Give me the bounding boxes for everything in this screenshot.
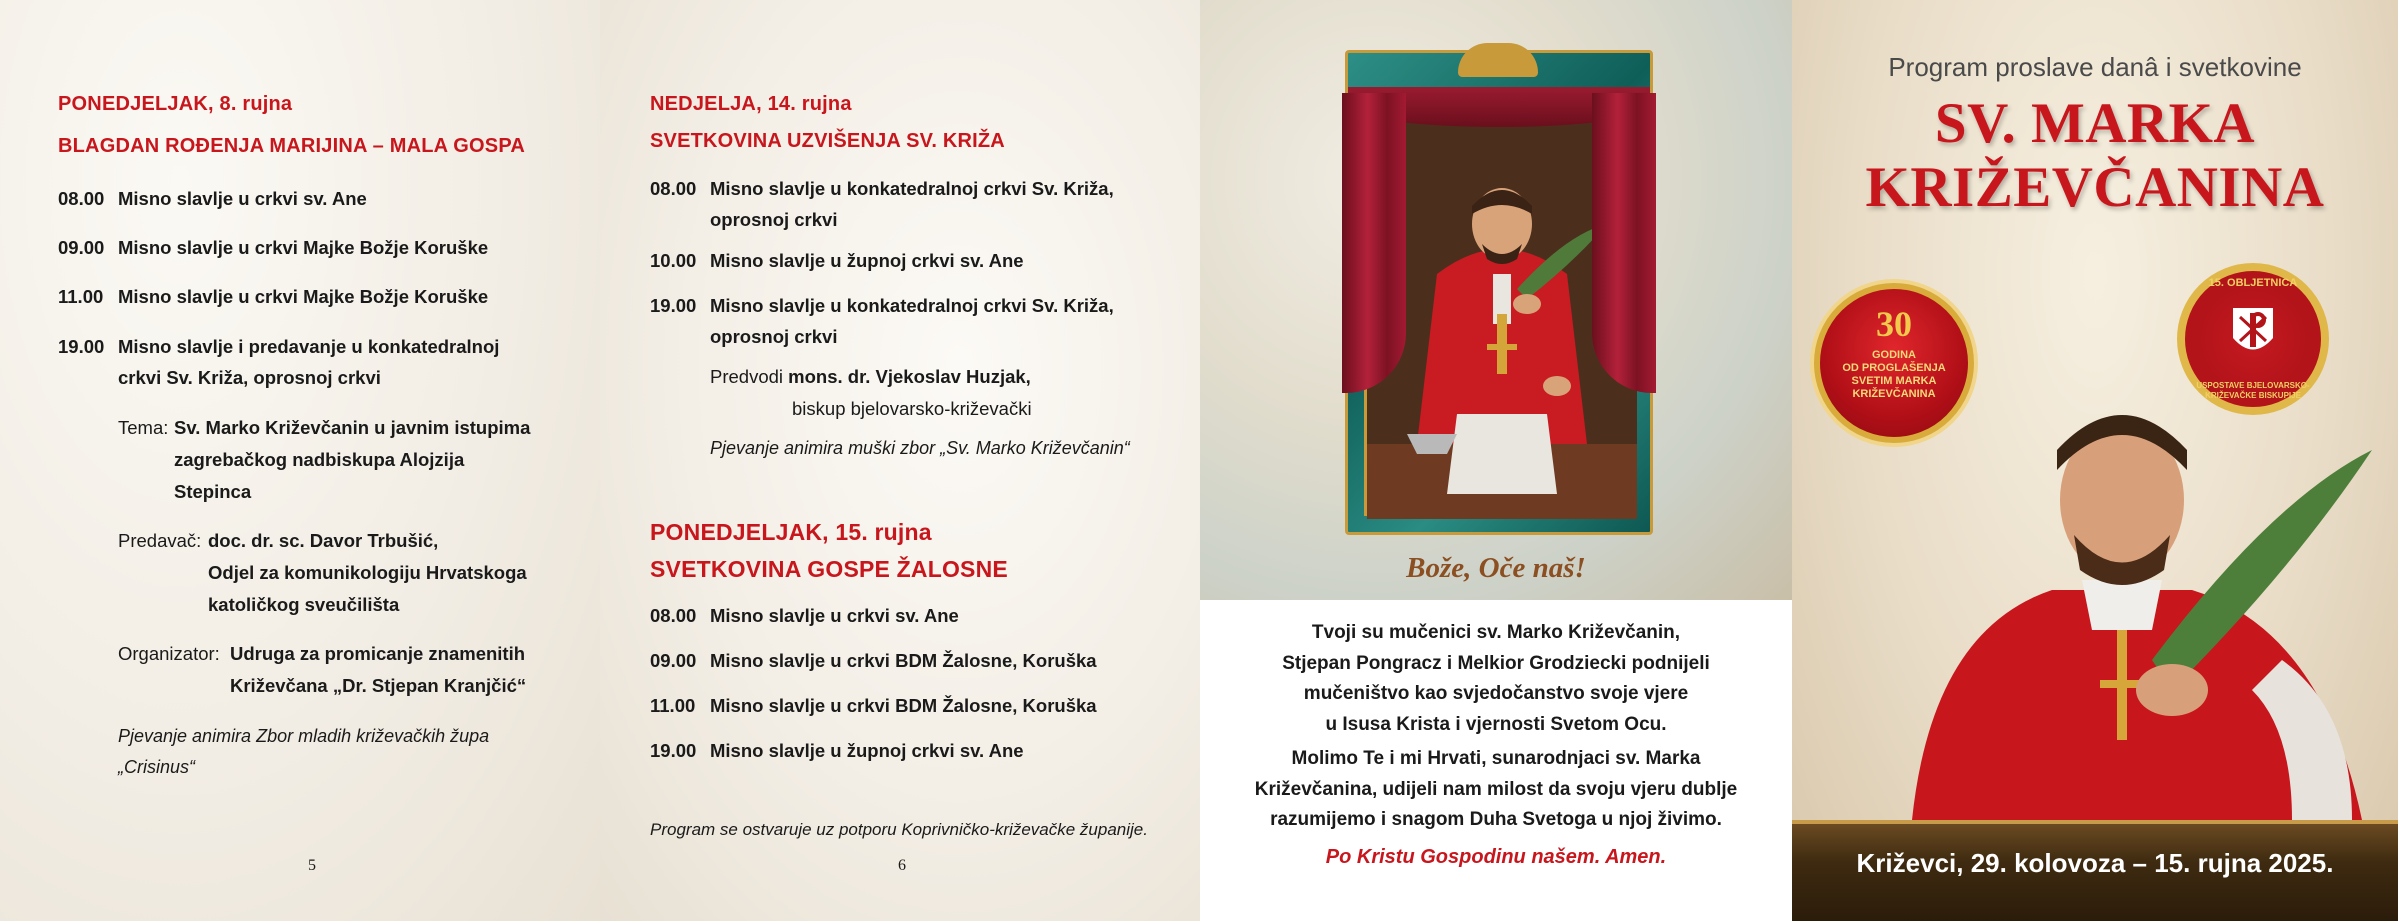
- time: 09.00: [58, 237, 105, 258]
- medal-anniversary: 15. OBLJETNICA: [2208, 277, 2298, 289]
- organizer-line: Križevčana „Dr. Stjepan Kranjčić“: [230, 675, 527, 696]
- organizer-block: [118, 638, 588, 702]
- description: Misno slavlje u župnoj crkvi sv. Ane: [710, 740, 1024, 761]
- description: [710, 173, 1190, 235]
- lecturer-block: [118, 525, 588, 621]
- lecturer-line: katoličkog sveučilišta: [208, 594, 400, 615]
- medal-text-line: KRIŽEVČANINA: [1852, 388, 1936, 400]
- time: 10.00: [650, 250, 697, 271]
- cover-panel: [1792, 0, 2398, 921]
- presider-label: Predvodi: [710, 366, 784, 387]
- schedule-row: [650, 735, 1190, 766]
- description-line: oprosnoj crkvi: [710, 209, 838, 230]
- schedule-row: [58, 232, 588, 263]
- medal-text: USPOSTAVE BJELOVARSKO-KRIŽEVAČKE BISKUPIJE: [2196, 381, 2310, 400]
- description: Misno slavlje u crkvi Majke Božje Koruške: [118, 286, 489, 307]
- prayer-paragraph: [1240, 744, 1752, 836]
- prayer-line: mučeništvo kao svjedočanstvo svoje vjere: [1303, 683, 1689, 704]
- description: [118, 331, 588, 393]
- feast-heading: SVETKOVINA UZVIŠENJA SV. KRIŽA: [650, 130, 1005, 152]
- prayer-text: [1240, 618, 1752, 836]
- chi-rho-emblem-icon: [2228, 303, 2278, 363]
- prayer-line: Tvoji su mučenici sv. Marko Križevčanin,: [1311, 622, 1681, 643]
- time: 19.00: [58, 336, 105, 357]
- schedule-row: [58, 281, 588, 312]
- prayer-line: Stjepan Pongracz i Melkior Grodziecki podnijeli: [1282, 652, 1710, 674]
- prayer-line: razumijemo i snagom Duha Svetoga u njoj živimo.: [1270, 809, 1722, 830]
- schedule-row: [650, 690, 1190, 721]
- time: 08.00: [650, 605, 697, 626]
- schedule-row: [650, 645, 1190, 676]
- prayer-line: Molimo Te i mi Hrvati, sunarodnjaci sv. Marka: [1291, 748, 1701, 769]
- time: 08.00: [58, 188, 105, 209]
- choir-note-line: Pjevanje animira Zbor mladih križevačkih župa: [118, 726, 490, 746]
- medal-text-line: GODINA: [1872, 349, 1916, 361]
- page-5-panel: [0, 0, 600, 921]
- topic-line: Stepinca: [174, 481, 252, 502]
- time: 11.00: [650, 695, 696, 716]
- framed-painting: [1345, 50, 1653, 535]
- presider-name: mons. dr. Vjekoslav Huzjak,: [788, 366, 1031, 387]
- lecturer-line: doc. dr. sc. Davor Trbušić,: [208, 530, 439, 551]
- time: 09.00: [650, 650, 697, 671]
- topic-label: Tema:: [118, 417, 169, 438]
- topic-line: zagrebačkog nadbiskupa Alojzija: [174, 449, 465, 470]
- page-6-panel: [600, 0, 1200, 921]
- time: 19.00: [650, 740, 697, 761]
- choir-note: Pjevanje animira muški zbor „Sv. Marko Križevčanin“: [710, 438, 1130, 458]
- prayer-paragraph: [1240, 618, 1752, 740]
- prayer-line: Križevčanina, udijeli nam milost da svoju vjeru dublje: [1254, 778, 1738, 800]
- description-line: Misno slavlje u konkatedralnoj crkvi Sv. Križa,: [710, 295, 1114, 316]
- cover-title-line: SV. MARKA: [1934, 92, 2256, 155]
- cover-title: [1792, 92, 2398, 220]
- lecturer-label: Predavač:: [118, 530, 202, 551]
- medal-text: [1826, 349, 1962, 401]
- cover-subtitle: Program proslave danâ i svetkovine: [1888, 52, 2302, 82]
- medal-number: 30: [1876, 304, 1912, 344]
- description-line: Misno slavlje i predavanje u konkatedralnoj: [118, 336, 500, 357]
- event-dates: Križevci, 29. kolovoza – 15. rujna 2025.: [1856, 848, 2334, 878]
- right-curtain: [1592, 93, 1656, 393]
- presider-title: biskup bjelovarsko-križevački: [792, 398, 1032, 419]
- schedule-row: [650, 600, 1190, 631]
- prayer-line: u Isusa Krista i vjernosti Svetom Ocu.: [1325, 713, 1667, 735]
- description-line: crkvi Sv. Križa, oprosnoj crkvi: [118, 367, 381, 388]
- left-curtain: [1342, 93, 1406, 393]
- description: Misno slavlje u crkvi BDM Žalosne, Koruška: [710, 695, 1097, 716]
- day-heading: PONEDJELJAK, 8. rujna: [58, 93, 293, 115]
- presider-block: [710, 361, 1190, 425]
- schedule-row: [650, 290, 1190, 352]
- frame-crown-ornament: [1458, 43, 1538, 77]
- schedule-row: [650, 245, 1190, 276]
- description: [710, 290, 1190, 352]
- description: Misno slavlje u crkvi sv. Ane: [118, 188, 367, 209]
- description: Misno slavlje u crkvi Majke Božje Koruške: [118, 237, 489, 258]
- schedule-row: [58, 183, 588, 214]
- description-line: oprosnoj crkvi: [710, 326, 838, 347]
- lecturer-line: Odjel za komunikologiju Hrvatskoga: [208, 562, 527, 583]
- medal-text-line: SVETIM MARKA: [1851, 375, 1937, 387]
- day-heading: PONEDJELJAK, 15. rujna: [650, 519, 932, 545]
- choir-note: [118, 721, 588, 783]
- description: Misno slavlje u crkvi BDM Žalosne, Koruška: [710, 650, 1097, 671]
- time: 11.00: [58, 286, 104, 307]
- time: 19.00: [650, 295, 697, 316]
- feast-heading: SVETKOVINA GOSPE ŽALOSNE: [650, 556, 1008, 582]
- diocese-anniversary-medal: [2177, 263, 2329, 415]
- day-heading: NEDJELJA, 14. rujna: [650, 93, 852, 115]
- topic-block: [118, 412, 588, 508]
- page-number: 6: [898, 857, 906, 874]
- description: Misno slavlje u crkvi sv. Ane: [710, 605, 959, 626]
- time: 08.00: [650, 178, 697, 199]
- invocation: Bože, Oče naš!: [1406, 552, 1586, 584]
- prayer-panel: [1200, 0, 1792, 921]
- description: Misno slavlje u župnoj crkvi sv. Ane: [710, 250, 1024, 271]
- description-line: Misno slavlje u konkatedralnoj crkvi Sv. Križa,: [710, 178, 1114, 199]
- choir-note-line: „Crisinus“: [118, 757, 196, 777]
- organizer-label: Organizator:: [118, 643, 220, 664]
- cover-title-line: KRIŽEVČANINA: [1865, 156, 2325, 219]
- schedule-row: [58, 331, 588, 393]
- medal-text-line: OD PROGLAŠENJA: [1842, 362, 1946, 374]
- page-number: 5: [308, 857, 316, 874]
- organizer-line: Udruga za promicanje znamenitih: [230, 643, 526, 664]
- topic-line: Sv. Marko Križevčanin u javnim istupima: [174, 417, 531, 438]
- schedule-row: [650, 173, 1190, 235]
- support-note: Program se ostvaruje uz potporu Koprivničko-križevačke županije.: [650, 820, 1148, 839]
- prayer-closing: Po Kristu Gospodinu našem. Amen.: [1325, 846, 1667, 868]
- 30-years-medal: [1814, 283, 1974, 443]
- feast-heading: BLAGDAN ROĐENJA MARIJINA – MALA GOSPA: [58, 135, 526, 157]
